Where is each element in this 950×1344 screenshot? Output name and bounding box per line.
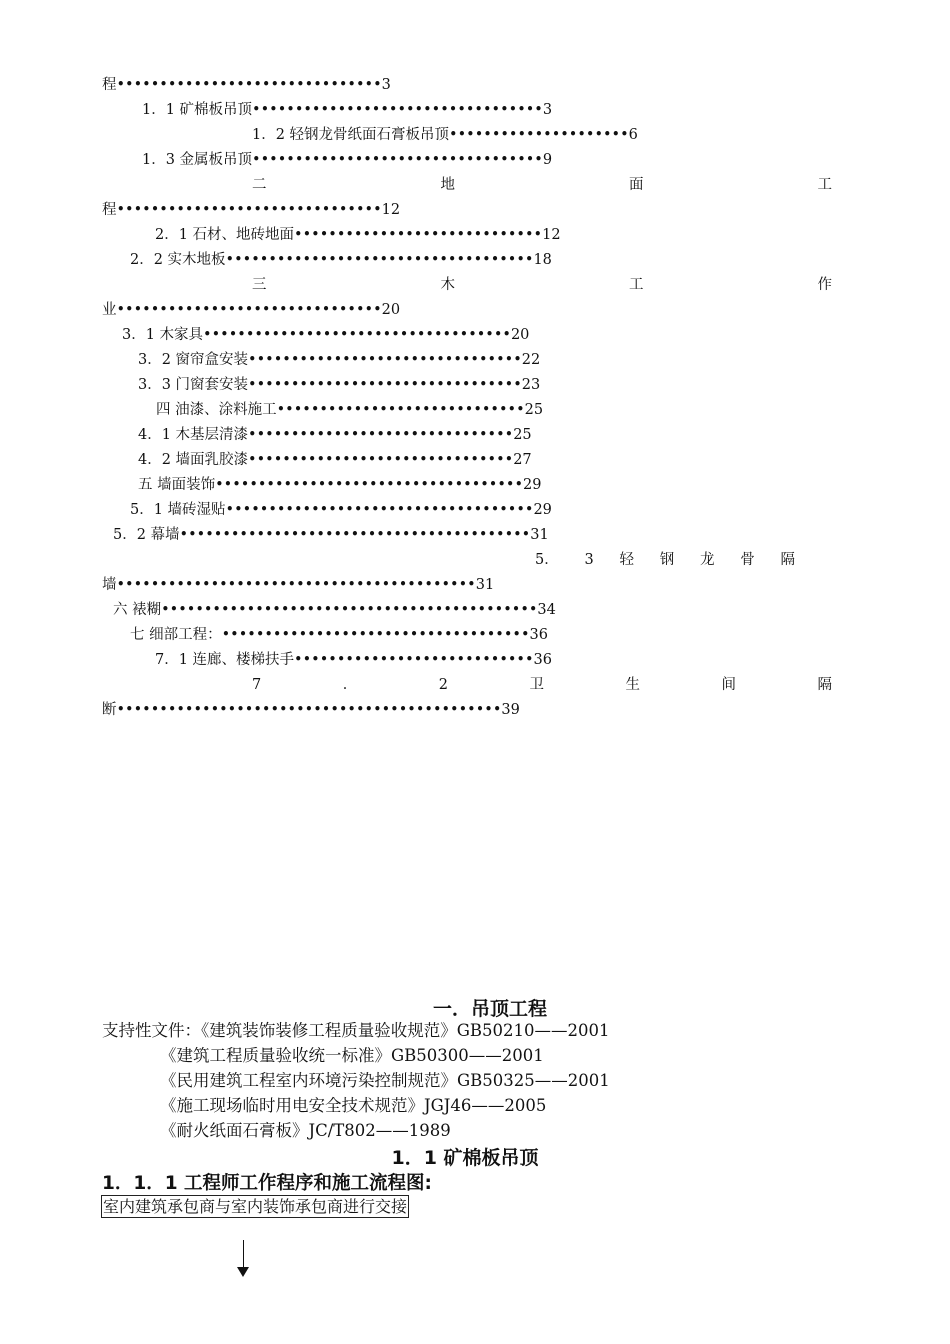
- toc-spread-part: 卫: [529, 677, 544, 693]
- subsubsection-title: 1．1．1 工程师工作程序和施工流程图:: [102, 1173, 432, 1194]
- support-doc-item: 《施工现场临时用电安全技术规范》JGJ46——2005: [160, 1096, 547, 1115]
- toc-entry: 六 裱糊••••••••••••••••••••••••••••••••••••••••••••34: [113, 602, 556, 618]
- toc-entry-spread: [252, 175, 832, 195]
- toc-entry: 四 油漆、涂料施工•••••••••••••••••••••••••••••25: [156, 402, 544, 418]
- section-title: 一．吊顶工程: [432, 998, 547, 1020]
- toc-spread-part: 钢: [659, 552, 675, 568]
- toc-spread-part: 面: [629, 177, 644, 193]
- toc-spread-part: 骨: [740, 552, 755, 568]
- support-doc-item: 《建筑工程质量验收统一标准》GB50300——2001: [160, 1046, 544, 1065]
- toc-entry: 4．1 木基层清漆•••••••••••••••••••••••••••••••25: [138, 427, 532, 443]
- flowchart-arrow-line: [243, 1240, 244, 1268]
- toc-spread-part: 轻: [619, 552, 634, 568]
- toc-spread-part: 木: [440, 277, 455, 293]
- toc-entry: 3．1 木家具••••••••••••••••••••••••••••••••••••20: [122, 327, 530, 343]
- toc-spread-part: 间: [721, 677, 736, 693]
- toc-spread-part: 隔: [780, 552, 795, 568]
- toc-entry: 程•••••••••••••••••••••••••••••••3: [102, 77, 391, 93]
- toc-entry: 7．1 连廊、楼梯扶手••••••••••••••••••••••••••••36: [155, 652, 552, 668]
- toc-spread-part: 2: [438, 677, 448, 693]
- toc-entry: 4．2 墙面乳胶漆•••••••••••••••••••••••••••••••27: [138, 452, 532, 468]
- toc-spread-part: 龙: [699, 552, 715, 568]
- toc-entry-spread: [535, 550, 795, 570]
- toc-spread-part: 工: [629, 277, 644, 293]
- toc-spread-part: 二: [252, 177, 267, 193]
- toc-entry: 程•••••••••••••••••••••••••••••••12: [102, 202, 401, 218]
- toc-entry: 断•••••••••••••••••••••••••••••••••••••••••••••39: [102, 702, 520, 718]
- toc-spread-part: 3: [584, 552, 594, 568]
- toc-entry-spread: [252, 275, 832, 295]
- toc-entry: 5．1 墙砖湿贴••••••••••••••••••••••••••••••••••••29: [130, 502, 552, 518]
- toc-entry: 墙••••••••••••••••••••••••••••••••••••••••••31: [102, 577, 495, 593]
- toc-entry: 业•••••••••••••••••••••••••••••••20: [102, 302, 401, 318]
- toc-entry: 2．2 实木地板••••••••••••••••••••••••••••••••••••18: [130, 252, 552, 268]
- support-doc-item: 《耐火纸面石膏板》JC/T802——1989: [160, 1121, 451, 1140]
- toc-spread-part: 7: [252, 677, 262, 693]
- toc-entry: 五 墙面装饰••••••••••••••••••••••••••••••••••••29: [138, 477, 542, 493]
- toc-entry: 5．2 幕墙•••••••••••••••••••••••••••••••••••••••••31: [113, 527, 549, 543]
- toc-entry: 1．3 金属板吊顶••••••••••••••••••••••••••••••••••9: [142, 152, 553, 168]
- toc-spread-part: 地: [440, 177, 455, 193]
- support-docs-label-line: 支持性文件：《建筑装饰装修工程质量验收规范》GB50210——2001: [102, 1021, 610, 1040]
- toc-spread-part: 工: [817, 177, 832, 193]
- toc-entry: 2．1 石材、地砖地面•••••••••••••••••••••••••••••12: [155, 227, 561, 243]
- flowchart-step-box: 室内建筑承包商与室内装饰承包商进行交接: [103, 1197, 408, 1216]
- subsection-title: 1．1 矿棉板吊顶: [391, 1147, 539, 1169]
- toc-spread-part: 5．: [535, 552, 559, 568]
- toc-spread-part: 隔: [817, 677, 832, 693]
- toc-entry-spread: [252, 675, 832, 695]
- toc-entry: 3．3 门窗套安装••••••••••••••••••••••••••••••••23: [138, 377, 541, 393]
- toc-entry: 七 细部工程：••••••••••••••••••••••••••••••••••••36: [130, 627, 548, 643]
- toc-spread-part: 作: [817, 277, 832, 293]
- toc-entry: 1．2 轻钢龙骨纸面石膏板吊顶•••••••••••••••••••••6: [252, 127, 638, 143]
- arrow-down-icon: [237, 1267, 249, 1277]
- toc-entry: 3．2 窗帘盒安装••••••••••••••••••••••••••••••••22: [138, 352, 541, 368]
- toc-spread-part: 生: [625, 677, 640, 693]
- support-doc-item: 《民用建筑工程室内环境污染控制规范》GB50325——2001: [160, 1071, 610, 1090]
- toc-spread-part: ．: [342, 677, 358, 693]
- toc-entry: 1．1 矿棉板吊顶••••••••••••••••••••••••••••••••••3: [142, 102, 553, 118]
- toc-spread-part: 三: [252, 277, 267, 293]
